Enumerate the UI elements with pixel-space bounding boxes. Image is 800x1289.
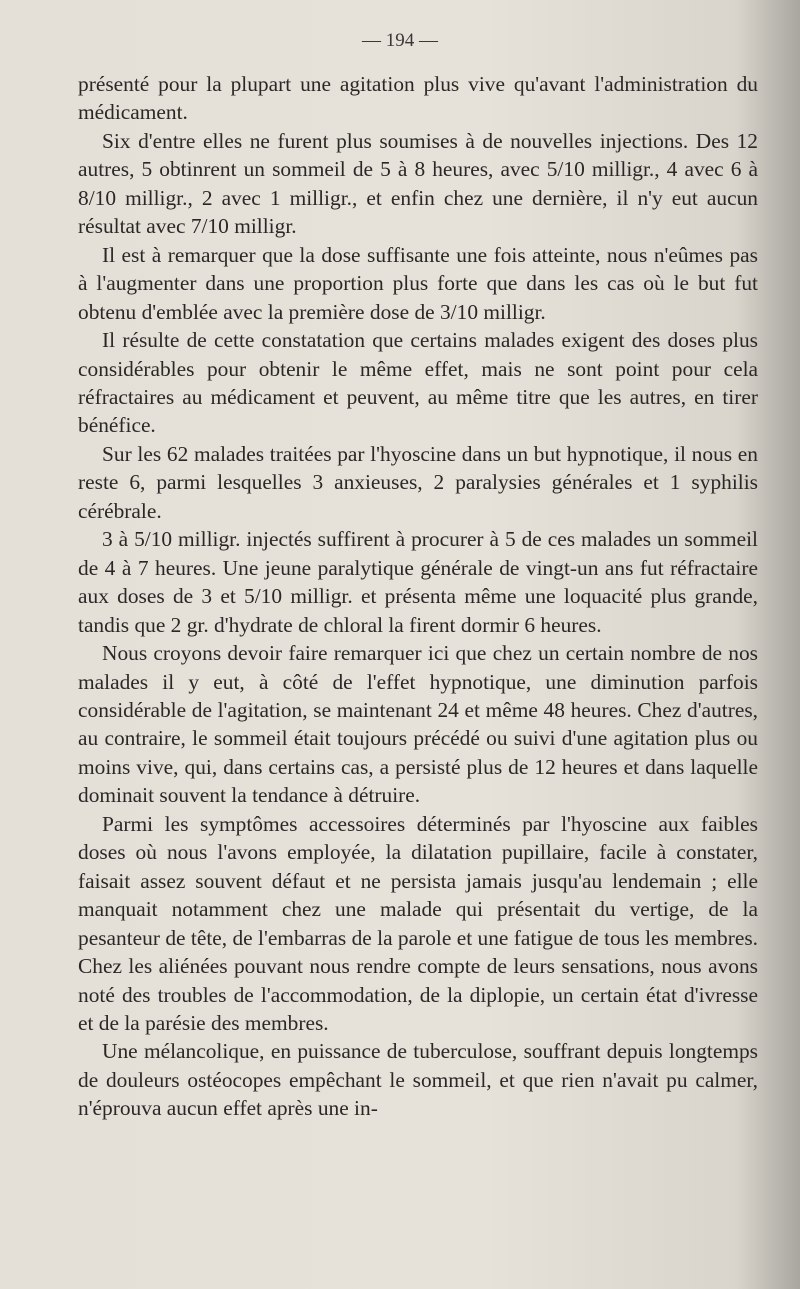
paragraph-1: présenté pour la plupart une agitation plus vive qu'avant l'administration du médicament. (78, 72, 758, 125)
body-text (78, 70, 758, 1123)
paragraph-4: Il résulte de cette constatation que certains malades exigent des doses plus considérables pour obtenir le même effet, mais ne sont point pour cela réfractaires au médicament et peuvent, au même titre que les autres, en tirer bénéfice. (78, 328, 758, 438)
paragraph-3: Il est à remarquer que la dose suffisante une fois atteinte, nous n'eûmes pas à l'augmenter dans une proportion plus forte que dans les cas où le but fut obtenu d'emblée avec la première dose de 3/10 milligr. (78, 242, 758, 324)
paragraph-2: Six d'entre elles ne furent plus soumises à de nouvelles injections. Des 12 autres, 5 obtinrent un sommeil de 5 à 8 heures, avec 5/10 milligr., 4 avec 6 à 8/10 milligr., 2 avec 1 milligr., et enfin chez une dernière, il n'y eut aucun résultat avec 7/10 milligr. (78, 128, 758, 239)
paragraph-7: Nous croyons devoir faire remarquer ici que chez un certain nombre de nos malades il y eut, à côté de l'effet hypnotique, une diminution parfois considérable de l'agitation, se maintenant 24 et même 48 heures. Chez d'autres, au contraire, le sommeil était toujours précédé ou suivi d'une agitation plus ou moins vive, qui, dans certains cas, a persisté plus de 12 heures et dans laquelle dominait souvent la tendance à détruire. (78, 641, 758, 808)
paragraph-5: Sur les 62 malades traitées par l'hyoscine dans un but hypnotique, il nous en reste 6, parmi lesquelles 3 anxieuses, 2 paralysies générales et 1 syphilis cérébrale. (78, 441, 758, 523)
paragraph-9: Une mélancolique, en puissance de tuberculose, souffrant depuis longtemps de douleurs ostéocopes empêchant le sommeil, et que rien n'avait pu calmer, n'éprouva aucun effet après une in- (78, 1039, 758, 1121)
paragraph-6: 3 à 5/10 milligr. injectés suffirent à procurer à 5 de ces malades un sommeil de 4 à 7 heures. Une jeune paralytique générale de vingt-un ans fut réfractaire aux doses de 3 et 5/10 milligr. et présenta même une loquacité plus grande, tandis que 2 gr. d'hydrate de chloral la firent dormir 6 heures. (78, 527, 758, 637)
paragraph-8: Parmi les symptômes accessoires déterminés par l'hyoscine aux faibles doses où nous l'avons employée, la dilatation pupillaire, facile à constater, faisait assez souvent défaut et ne persista jamais jusqu'au lendemain ; elle manquait notamment chez une malade qui présentait du vertige, de la pesanteur de tête, de l'embarras de la parole et une fatigue de tous les membres. Chez les aliénées pouvant nous rendre compte de leurs sensations, nous avons noté des troubles de l'accommodation, de la diplopie, un certain état d'ivresse et de la parésie des membres. (78, 811, 758, 1035)
page-number: — 194 — (362, 30, 438, 51)
